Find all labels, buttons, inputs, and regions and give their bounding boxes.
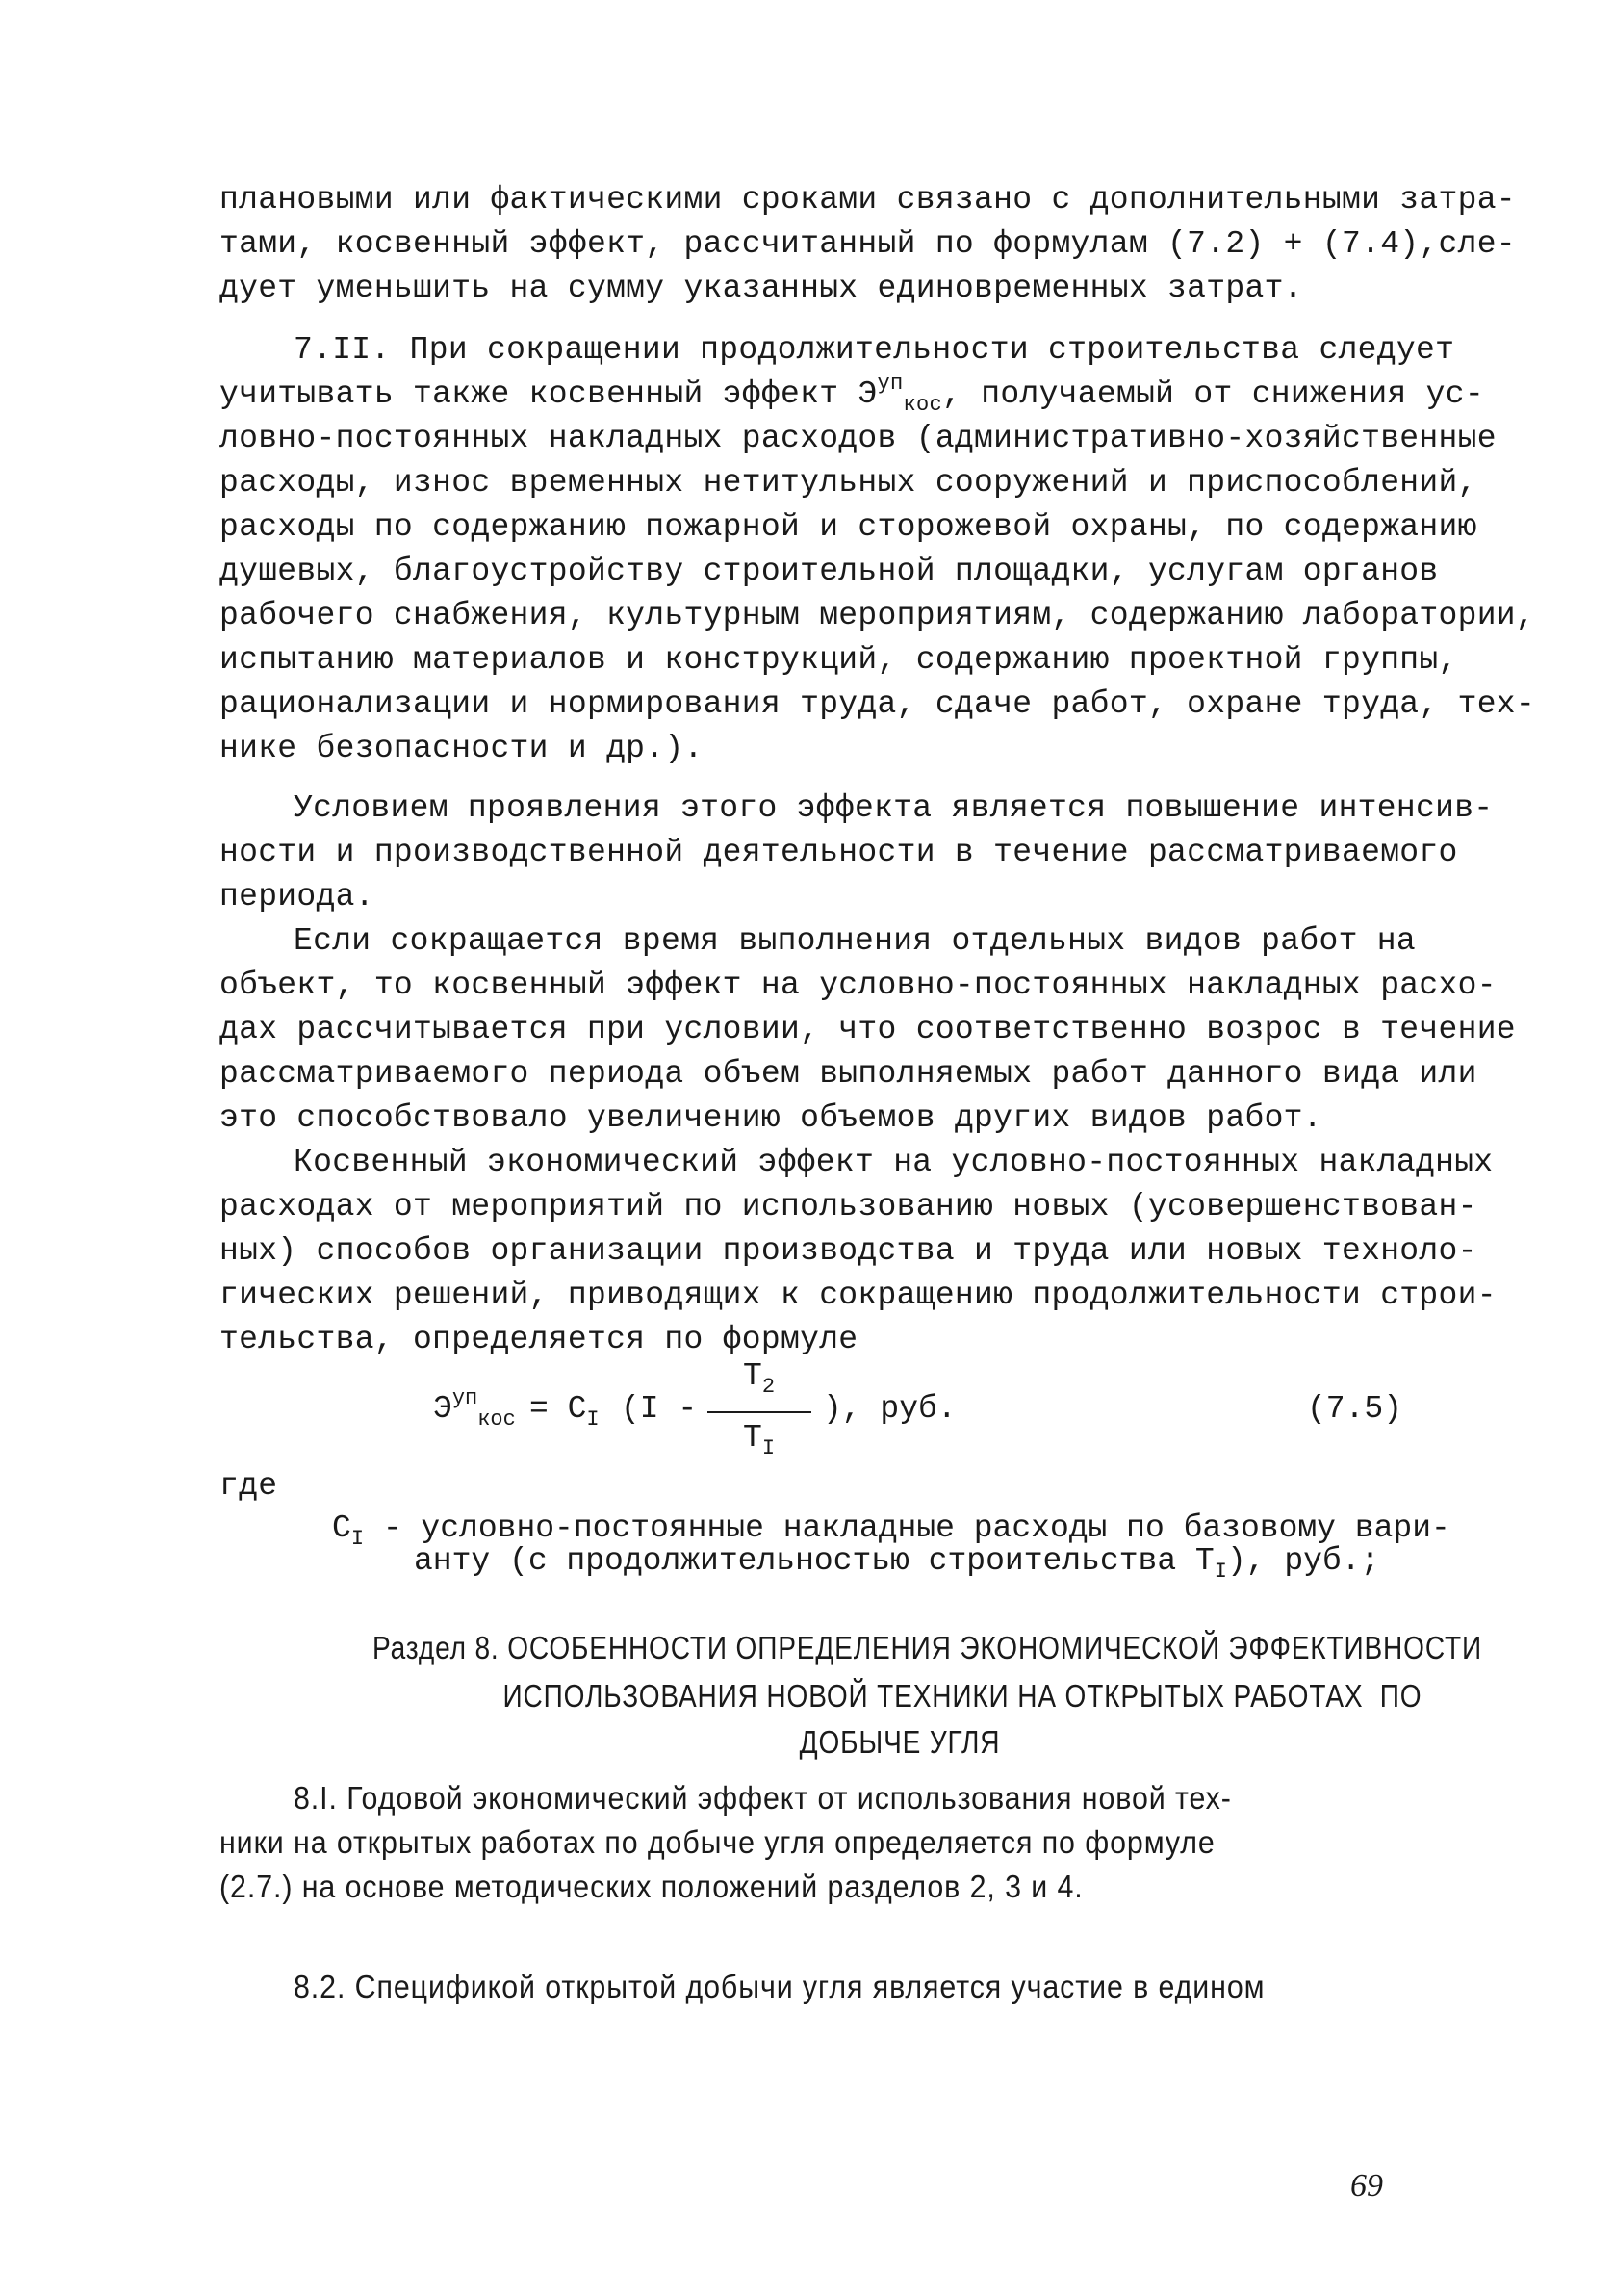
text-line: 8.I. Годовой экономический эффект от использования новой тех- — [294, 1780, 1232, 1816]
definition-text: ), руб.; — [1226, 1543, 1380, 1579]
text-line: гических решений, приводящих к сокращению продолжительности строи- — [219, 1277, 1497, 1313]
definition-text: анту (с продолжительностью строительства T — [414, 1543, 1215, 1579]
formula-coefficient — [529, 1391, 600, 1432]
fraction-bar — [707, 1411, 811, 1413]
text-line: плановыми или фактическими сроками связано с дополнительными затра- — [219, 182, 1516, 218]
text-line: тами, косвенный эффект, рассчитанный по формулам (7.2) + (7.4),сле- — [219, 226, 1516, 262]
text-line: рабочего снабжения, культурным мероприятиям, содержанию лаборатории, — [219, 598, 1536, 633]
section-heading: Раздел 8. ОСОБЕННОСТИ ОПРЕДЕЛЕНИЯ ЭКОНОМИЧЕСКОЙ ЭФФЕКТИВНОСТИ — [372, 1630, 1482, 1665]
text-line: 8.2. Спецификой открытой добычи угля является участие в едином — [294, 1969, 1266, 2004]
formula-lhs — [433, 1386, 516, 1432]
text-line: ловно-постоянных накладных расходов (административно-хозяйственные — [219, 421, 1497, 456]
formula-number: (7.5) — [1307, 1391, 1403, 1427]
text-line: дует уменьшить на сумму указанных единовременных затрат. — [219, 271, 1303, 306]
text-line: расходы, износ временных нетитульных сооружений и приспособлений, — [219, 465, 1477, 501]
text-line: объект, то косвенный эффект на условно-постоянных накладных расхо- — [219, 967, 1497, 1003]
section-heading: ИСПОЛЬЗОВАНИЯ НОВОЙ ТЕХНИКИ НА ОТКРЫТЫХ РАБОТАХ ПО — [502, 1678, 1422, 1714]
subscript: I — [586, 1407, 600, 1432]
text-line: испытанию материалов и конструкций, содержанию проектной группы, — [219, 642, 1458, 678]
text-line: ники на открытых работах по добыче угля определяется по формуле — [219, 1824, 1216, 1860]
superscript: уп — [451, 1386, 478, 1410]
formula-symbol: Э — [433, 1391, 452, 1427]
definition-line — [332, 1510, 1450, 1551]
section-heading: ДОБЫЧЕ УГЛЯ — [799, 1724, 1001, 1760]
text-line: рассматриваемого периода объем выполняемых работ данного вида или — [219, 1056, 1477, 1092]
definition-text: - условно-постоянные накладные расходы по базовому вари- — [382, 1510, 1450, 1546]
text-line: дах рассчитывается при условии, что соответственно возрос в течение — [219, 1012, 1516, 1047]
definition-line — [414, 1543, 1380, 1584]
text-line: ных) способов организации производства и труда или новых техноло- — [219, 1233, 1477, 1269]
formula-symbol: T — [743, 1420, 762, 1456]
fraction-numerator — [743, 1358, 776, 1399]
subscript: кос — [477, 1407, 516, 1432]
text-line-with-symbol — [219, 374, 1484, 416]
text-line: расходы по содержанию пожарной и сторожевой охраны, по содержанию — [219, 509, 1477, 545]
text-fragment: учитывать также косвенный эффект Э — [219, 376, 878, 412]
text-line: нике безопасности и др.). — [219, 731, 704, 766]
subscript: 2 — [761, 1375, 776, 1399]
formula-symbol: C — [332, 1510, 351, 1546]
formula-7-5 — [433, 1358, 1403, 1468]
superscript: уп — [877, 372, 904, 396]
text-line: Условием проявления этого эффекта является повышение интенсив- — [294, 790, 1494, 826]
text-line: ности и производственной деятельности в течение рассматриваемого — [219, 835, 1458, 870]
text-line: это способствовало увеличению объемов других видов работ. — [219, 1100, 1322, 1136]
subscript: I — [350, 1527, 365, 1551]
text-line: Если сокращается время выполнения отдельных видов работ на — [294, 923, 1416, 959]
text-line: Косвенный экономический эффект на условно-постоянных накладных — [294, 1145, 1494, 1180]
text-line: душевых, благоустройству строительной площадки, услугам органов — [219, 554, 1439, 589]
text-fragment: , получаемый от снижения ус- — [942, 376, 1484, 412]
fraction-denominator — [743, 1420, 776, 1460]
text-line: расходах от мероприятий по использованию новых (усовершенствован- — [219, 1189, 1477, 1225]
formula-text: = C — [529, 1391, 587, 1427]
subscript: кос — [903, 393, 943, 417]
where-label: где — [219, 1468, 278, 1504]
text-line: тельства, определяется по формуле — [219, 1322, 858, 1357]
formula-close: ), руб. — [823, 1391, 957, 1427]
text-line: рационализации и нормирования труда, сдаче работ, охране труда, тех- — [219, 686, 1536, 722]
text-line: (2.7.) на основе методических положений разделов 2, 3 и 4. — [219, 1869, 1084, 1904]
subscript: I — [1214, 1560, 1227, 1584]
formula-open: (I - — [621, 1391, 698, 1427]
text-line: 7.II. При сокращении продолжительности строительства следует — [294, 332, 1455, 368]
formula-symbol: T — [743, 1358, 762, 1394]
page-number: 69 — [1350, 2168, 1383, 2204]
subscript: I — [761, 1436, 776, 1460]
text-line: периода. — [219, 879, 374, 915]
